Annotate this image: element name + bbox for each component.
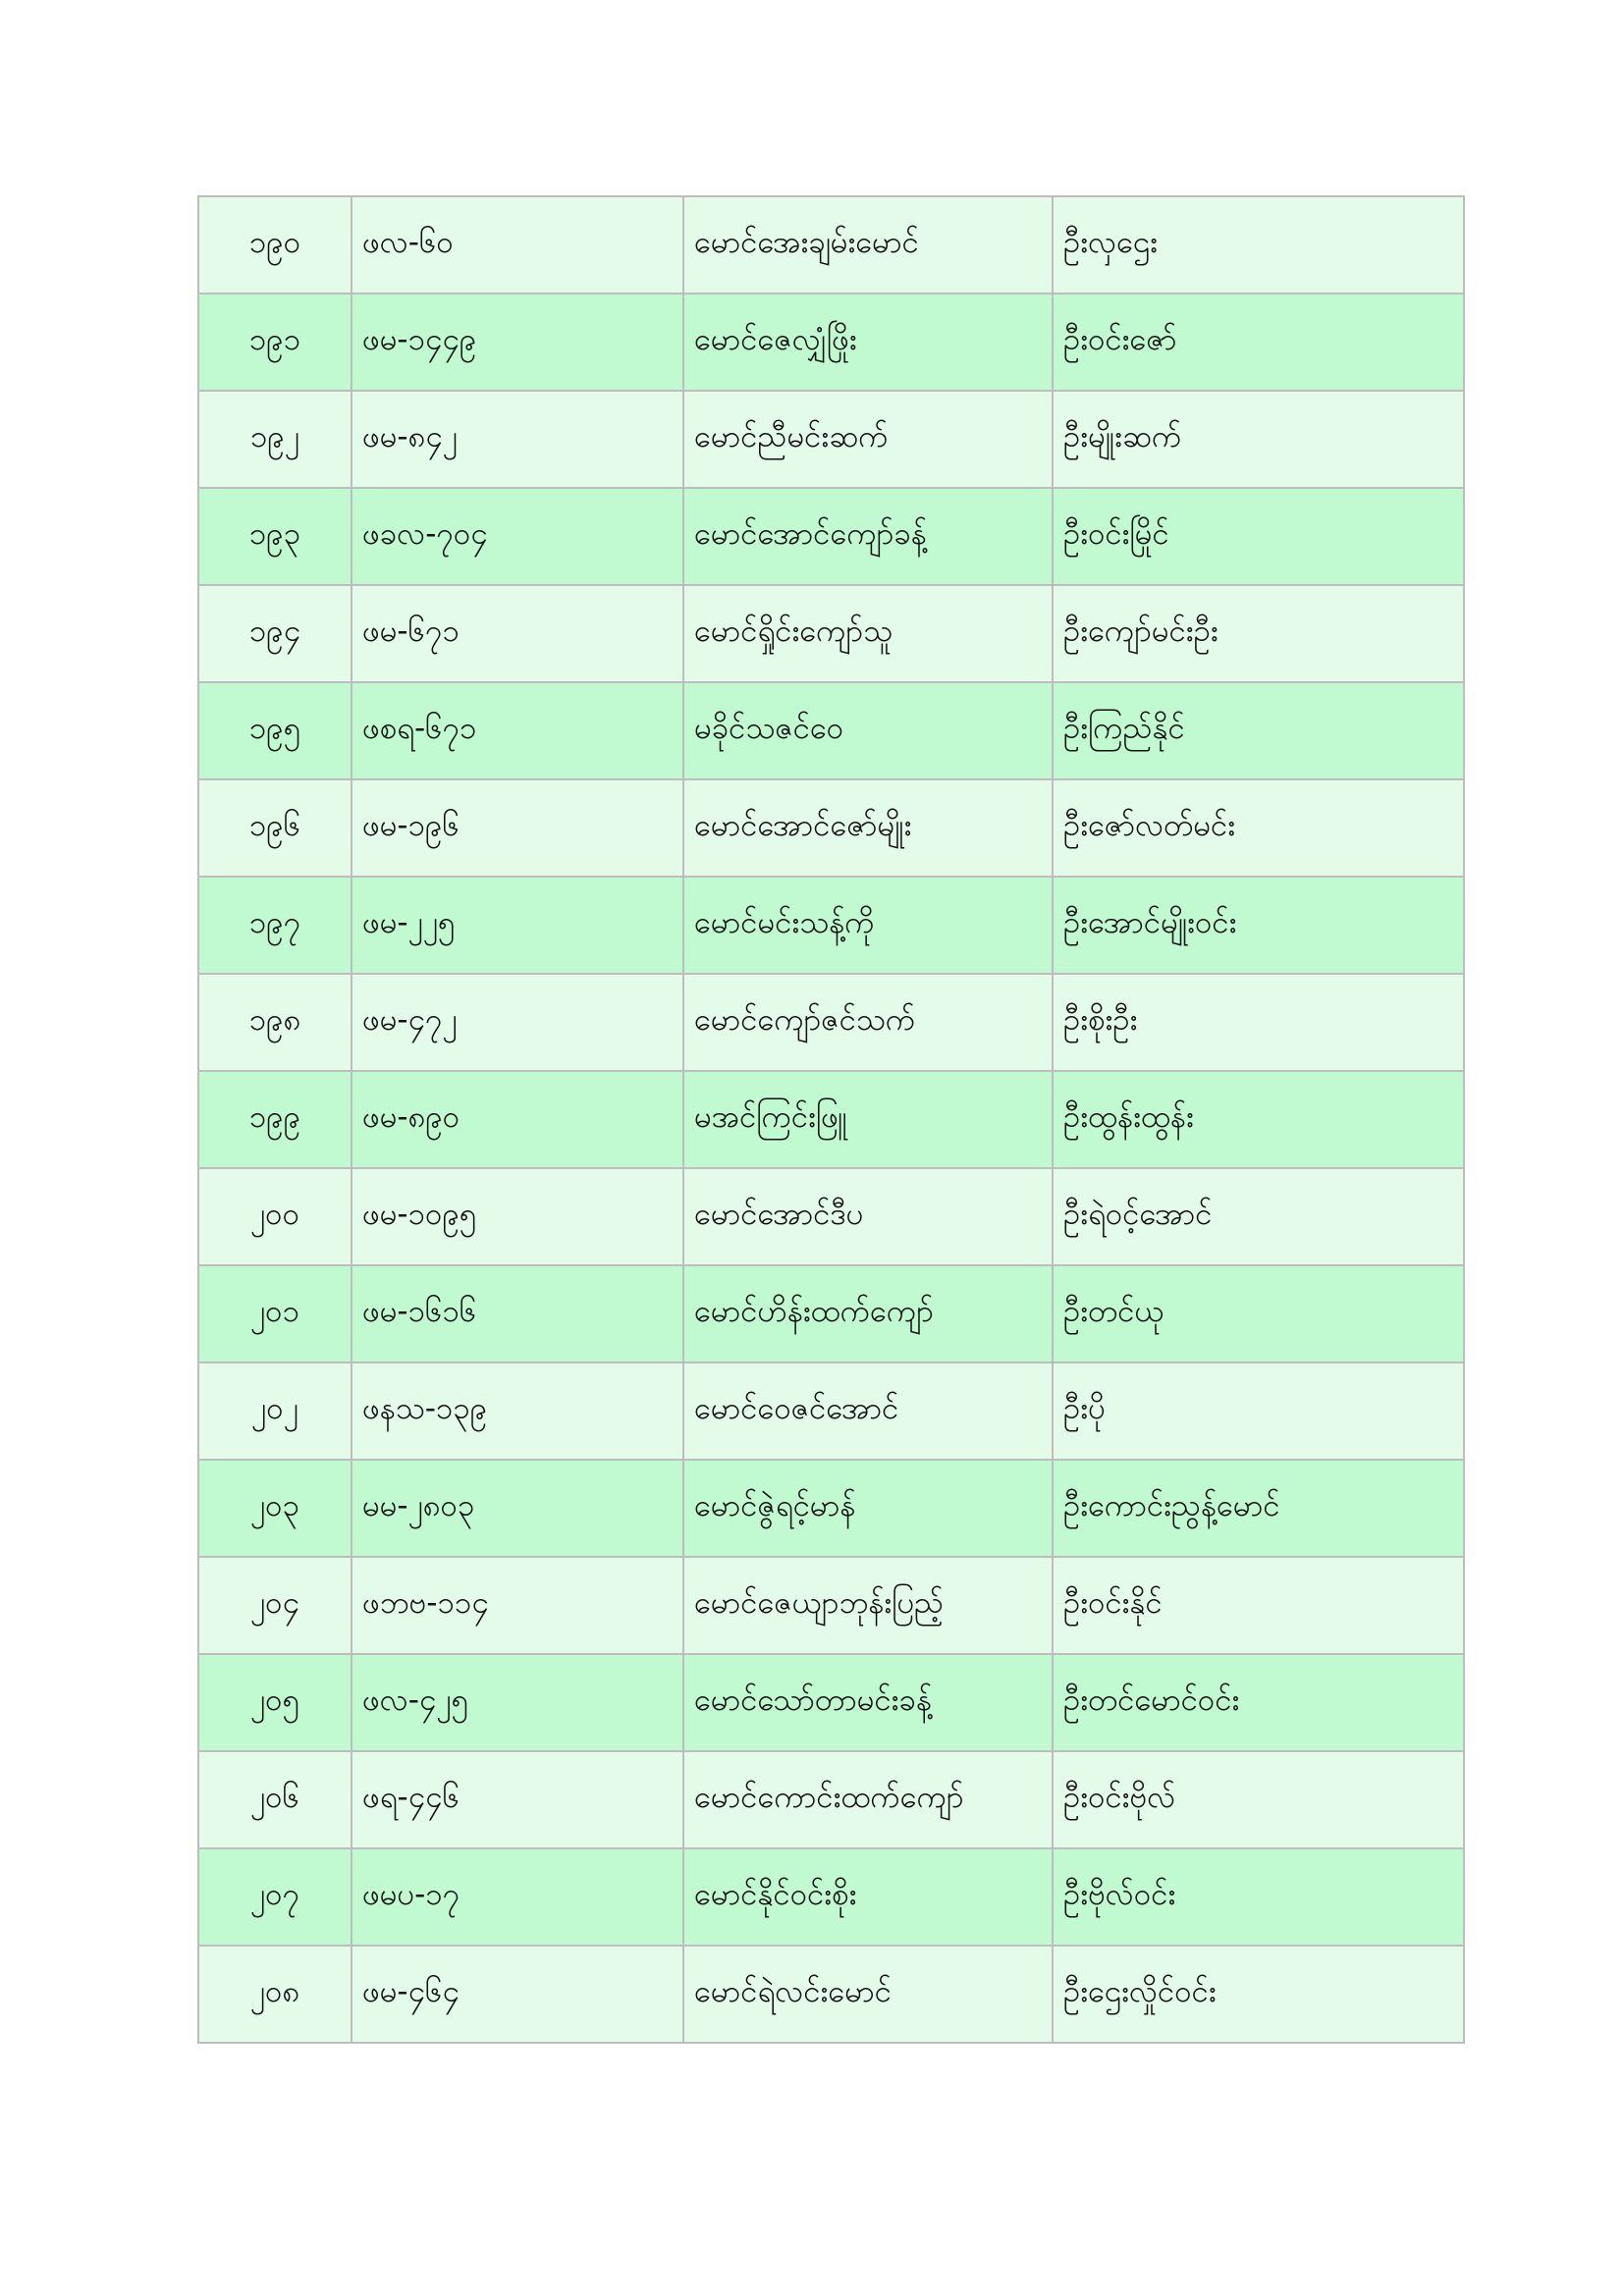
student-name-cell: မောင်ရှိုင်းကျော်သူ xyxy=(683,585,1053,682)
exam-code-cell: ဖခလ-၇၀၄ xyxy=(352,488,683,585)
exam-code-cell: ဖနသ-၁၃၉ xyxy=(352,1362,683,1460)
student-name-cell: မခိုင်သဇင်ဝေ xyxy=(683,682,1053,779)
exam-code-cell: မမ-၂၈၀၃ xyxy=(352,1460,683,1557)
father-name-cell: ဦးဗိုလ်ဝင်း xyxy=(1053,1848,1464,1946)
table-row xyxy=(198,1460,1464,1557)
student-name-cell: မောင်အောင်ဒီပ xyxy=(683,1168,1053,1265)
student-name-cell: မောင်ဇေယျာဘုန်းပြည့် xyxy=(683,1557,1053,1654)
student-name-cell: မောင်အောင်ဇော်မျိုး xyxy=(683,779,1053,877)
father-name-cell: ဦးရဲဝင့်အောင် xyxy=(1053,1168,1464,1265)
exam-code-cell: ဖမ-၄၆၄ xyxy=(352,1946,683,2043)
serial-number-cell: ၂၀၂ xyxy=(198,1362,352,1460)
serial-number-cell: ၂၀၈ xyxy=(198,1946,352,2043)
father-name-cell: ဦးကြည်နိုင် xyxy=(1053,682,1464,779)
student-name-cell: မောင်ဝေဇင်အောင် xyxy=(683,1362,1053,1460)
table-row xyxy=(198,779,1464,877)
father-name-cell: ဦးဝင်းမြိုင် xyxy=(1053,488,1464,585)
results-table-body xyxy=(198,196,1464,2043)
exam-code-cell: ဖမ-၁၀၉၅ xyxy=(352,1168,683,1265)
father-name-cell: ဦးအောင်မျိုးဝင်း xyxy=(1053,877,1464,974)
serial-number-cell: ၁၉၀ xyxy=(198,196,352,294)
exam-code-cell: ဖလ-၄၂၅ xyxy=(352,1654,683,1751)
exam-code-cell: ဖမ-၆၇၁ xyxy=(352,585,683,682)
serial-number-cell: ၁၉၁ xyxy=(198,294,352,391)
father-name-cell: ဦးကောင်းညွန့်မောင် xyxy=(1053,1460,1464,1557)
table-row xyxy=(198,1362,1464,1460)
serial-number-cell: ၁၉၉ xyxy=(198,1071,352,1168)
table-row xyxy=(198,1848,1464,1946)
serial-number-cell: ၁၉၆ xyxy=(198,779,352,877)
student-name-cell: မောင်ကျော်ဇင်သက် xyxy=(683,974,1053,1071)
student-name-cell: မောင်ကောင်းထက်ကျော် xyxy=(683,1751,1053,1848)
father-name-cell: ဦးကျော်မင်းဦး xyxy=(1053,585,1464,682)
father-name-cell: ဦးပို xyxy=(1053,1362,1464,1460)
table-row xyxy=(198,1557,1464,1654)
table-row xyxy=(198,1751,1464,1848)
father-name-cell: ဦးစိုးဦး xyxy=(1053,974,1464,1071)
student-name-cell: မောင်ညီမင်းဆက် xyxy=(683,391,1053,488)
student-name-cell: မောင်သော်တာမင်းခန့် xyxy=(683,1654,1053,1751)
exam-code-cell: ဖမ-၁၄၄၉ xyxy=(352,294,683,391)
serial-number-cell: ၂၀၆ xyxy=(198,1751,352,1848)
father-name-cell: ဦးဇော်လတ်မင်း xyxy=(1053,779,1464,877)
table-row xyxy=(198,196,1464,294)
father-name-cell: ဦးမျိုးဆက် xyxy=(1053,391,1464,488)
serial-number-cell: ၁၉၄ xyxy=(198,585,352,682)
student-name-cell: မောင်မင်းသန့်ကို xyxy=(683,877,1053,974)
table-row xyxy=(198,1265,1464,1362)
table-row xyxy=(198,1654,1464,1751)
serial-number-cell: ၂၀၇ xyxy=(198,1848,352,1946)
exam-code-cell: ဖမ-၈၄၂ xyxy=(352,391,683,488)
table-row xyxy=(198,1946,1464,2043)
father-name-cell: ဦးဝင်းနိုင် xyxy=(1053,1557,1464,1654)
exam-code-cell: ဖမ-၂၂၅ xyxy=(352,877,683,974)
table-row xyxy=(198,682,1464,779)
exam-code-cell: ဖလ-၆၀ xyxy=(352,196,683,294)
student-name-cell: မောင်ဇွဲရင့်မာန် xyxy=(683,1460,1053,1557)
exam-code-cell: ဖစရ-၆၇၁ xyxy=(352,682,683,779)
table-row xyxy=(198,488,1464,585)
exam-code-cell: ဖမပ-၁၇ xyxy=(352,1848,683,1946)
father-name-cell: ဦးတင်ယု xyxy=(1053,1265,1464,1362)
table-row xyxy=(198,1168,1464,1265)
exam-code-cell: ဖမ-၈၉၀ xyxy=(352,1071,683,1168)
serial-number-cell: ၂၀၁ xyxy=(198,1265,352,1362)
father-name-cell: ဦးတင်မောင်ဝင်း xyxy=(1053,1654,1464,1751)
serial-number-cell: ၂၀၄ xyxy=(198,1557,352,1654)
serial-number-cell: ၂၀၃ xyxy=(198,1460,352,1557)
table-row xyxy=(198,391,1464,488)
student-name-cell: မောင်အောင်ကျော်ခန့် xyxy=(683,488,1053,585)
table-row xyxy=(198,1071,1464,1168)
student-name-cell: မောင်ဇေလျှံဖြိုး xyxy=(683,294,1053,391)
exam-code-cell: ဖဘဗ-၁၁၄ xyxy=(352,1557,683,1654)
serial-number-cell: ၁၉၃ xyxy=(198,488,352,585)
serial-number-cell: ၁၉၂ xyxy=(198,391,352,488)
exam-code-cell: ဖမ-၁၆၁၆ xyxy=(352,1265,683,1362)
student-name-cell: မောင်ရဲလင်းမောင် xyxy=(683,1946,1053,2043)
table-row xyxy=(198,294,1464,391)
student-name-cell: မောင်အေးချမ်းမောင် xyxy=(683,196,1053,294)
results-table xyxy=(197,195,1465,2044)
student-name-cell: မောင်ဟိန်းထက်ကျော် xyxy=(683,1265,1053,1362)
serial-number-cell: ၂၀၅ xyxy=(198,1654,352,1751)
father-name-cell: ဦးဌေးလှိုင်ဝင်း xyxy=(1053,1946,1464,2043)
table-row xyxy=(198,877,1464,974)
table-row xyxy=(198,585,1464,682)
student-name-cell: မောင်နိုင်ဝင်းစိုး xyxy=(683,1848,1053,1946)
table-row xyxy=(198,974,1464,1071)
father-name-cell: ဦးဝင်းဇော် xyxy=(1053,294,1464,391)
father-name-cell: ဦးလှဌေး xyxy=(1053,196,1464,294)
serial-number-cell: ၁၉၈ xyxy=(198,974,352,1071)
student-name-cell: မအင်ကြင်းဖြူ xyxy=(683,1071,1053,1168)
exam-code-cell: ဖမ-၁၉၆ xyxy=(352,779,683,877)
results-table-container xyxy=(197,195,1463,2044)
father-name-cell: ဦးဝင်းဗိုလ် xyxy=(1053,1751,1464,1848)
serial-number-cell: ၁၉၅ xyxy=(198,682,352,779)
exam-code-cell: ဖမ-၄၇၂ xyxy=(352,974,683,1071)
father-name-cell: ဦးထွန်းထွန်း xyxy=(1053,1071,1464,1168)
serial-number-cell: ၁၉၇ xyxy=(198,877,352,974)
serial-number-cell: ၂၀၀ xyxy=(198,1168,352,1265)
exam-code-cell: ဖရ-၄၄၆ xyxy=(352,1751,683,1848)
